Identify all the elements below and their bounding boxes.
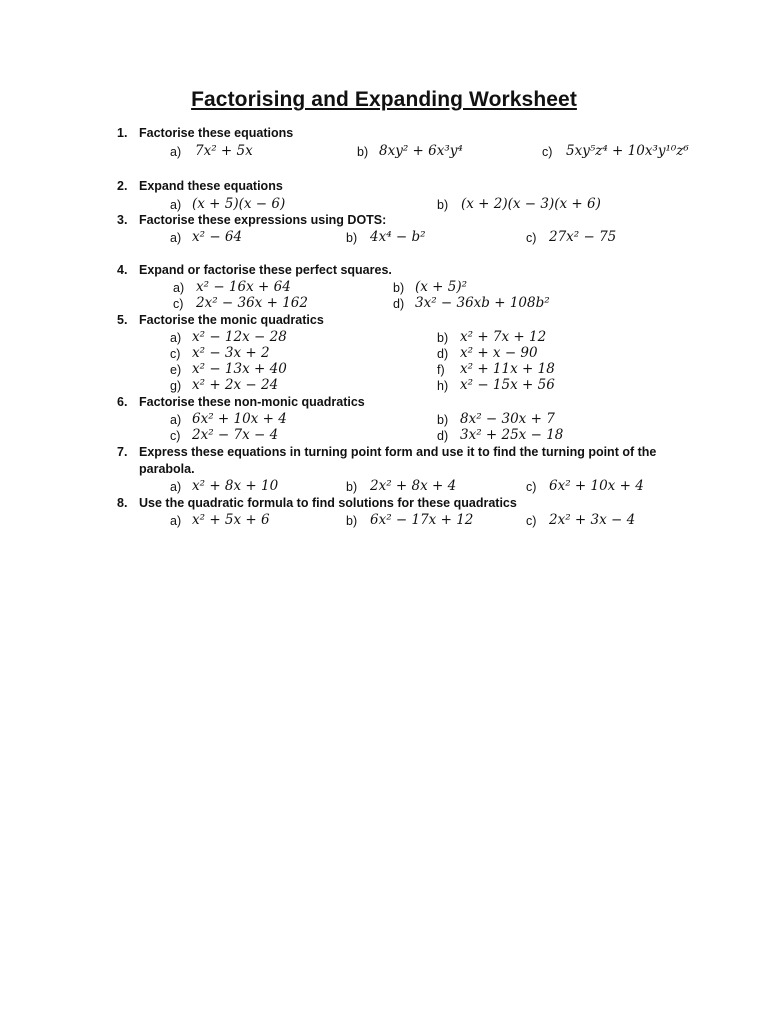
expression: (x + 5)(x − 6) — [192, 196, 286, 212]
part-label: b) — [437, 331, 449, 345]
question-number: 8. — [117, 496, 128, 510]
part-label: b) — [437, 413, 449, 427]
part-label: e) — [170, 363, 182, 377]
expression: x² + 5x + 6 — [192, 512, 270, 528]
expression: x² − 64 — [192, 229, 243, 245]
part-label: b) — [346, 231, 358, 245]
part-label: a) — [170, 198, 182, 212]
part-label: b) — [357, 145, 369, 159]
expression: 3x² + 25x − 18 — [460, 427, 564, 443]
part-label: a) — [170, 145, 182, 159]
question-text: Factorise the monic quadratics — [139, 313, 324, 327]
part-label: b) — [437, 198, 449, 212]
expression: 2x² + 3x − 4 — [549, 512, 636, 528]
part-label: c) — [526, 514, 537, 528]
expression: 7x² + 5x — [195, 143, 253, 159]
part-label: c) — [170, 429, 181, 443]
part-label: g) — [170, 379, 182, 393]
part-label: f) — [437, 363, 445, 377]
expression: 2x² − 7x − 4 — [192, 427, 279, 443]
expression: 6x² + 10x + 4 — [549, 478, 644, 494]
part-label: a) — [173, 281, 185, 295]
expression: x² − 16x + 64 — [196, 279, 291, 295]
part-label: d) — [437, 429, 449, 443]
part-label: b) — [393, 281, 405, 295]
part-label: a) — [170, 514, 182, 528]
part-label: b) — [346, 514, 358, 528]
question-number: 7. — [117, 445, 128, 459]
part-label: c) — [170, 347, 181, 361]
part-label: b) — [346, 480, 358, 494]
expression: x² − 12x − 28 — [192, 329, 287, 345]
expression: x² − 15x + 56 — [460, 377, 555, 393]
question-number: 5. — [117, 313, 128, 327]
expression: x² − 13x + 40 — [192, 361, 287, 377]
page-title: Factorising and Expanding Worksheet — [191, 88, 577, 111]
expression: x² + 7x + 12 — [460, 329, 547, 345]
part-label: c) — [526, 480, 537, 494]
question-text: Expand these equations — [139, 179, 283, 193]
expression: 27x² − 75 — [549, 229, 617, 245]
question-number: 6. — [117, 395, 128, 409]
part-label: a) — [170, 480, 182, 494]
expression: 4x⁴ − b² — [370, 229, 426, 245]
part-label: a) — [170, 231, 182, 245]
question-number: 4. — [117, 263, 128, 277]
expression: 8x² − 30x + 7 — [460, 411, 555, 427]
question-text: Use the quadratic formula to find solutions for these quadratics — [139, 496, 517, 510]
question-text: Factorise these expressions using DOTS: — [139, 213, 387, 227]
question-number: 3. — [117, 213, 128, 227]
expression: x² + 2x − 24 — [192, 377, 279, 393]
question-text: Express these equations in turning point form and use it to find the turning point of the — [139, 445, 657, 459]
expression: x² + 11x + 18 — [460, 361, 555, 377]
expression: 8xy² + 6x³y⁴ — [379, 143, 463, 159]
part-label: a) — [170, 413, 182, 427]
part-label: c) — [526, 231, 537, 245]
expression: 5xy⁵z⁴ + 10x³y¹⁰z⁶ — [566, 143, 689, 159]
part-label: h) — [437, 379, 449, 393]
part-label: d) — [437, 347, 449, 361]
expression: 2x² − 36x + 162 — [196, 295, 308, 311]
question-text-continued: parabola. — [139, 462, 195, 476]
part-label: c) — [173, 297, 184, 311]
expression: 2x² + 8x + 4 — [370, 478, 457, 494]
expression: (x + 5)² — [415, 279, 468, 295]
expression: 3x² − 36xb + 108b² — [415, 295, 550, 311]
expression: (x + 2)(x − 3)(x + 6) — [461, 196, 601, 212]
question-text: Expand or factorise these perfect squares. — [139, 263, 392, 277]
question-text: Factorise these equations — [139, 126, 294, 140]
question-number: 1. — [117, 126, 128, 140]
part-label: d) — [393, 297, 405, 311]
expression: x² + x − 90 — [460, 345, 538, 361]
expression: x² − 3x + 2 — [192, 345, 270, 361]
expression: 6x² − 17x + 12 — [370, 512, 474, 528]
part-label: c) — [542, 145, 553, 159]
part-label: a) — [170, 331, 182, 345]
expression: 6x² + 10x + 4 — [192, 411, 287, 427]
expression: x² + 8x + 10 — [192, 478, 279, 494]
question-text: Factorise these non-monic quadratics — [139, 395, 365, 409]
question-number: 2. — [117, 179, 128, 193]
